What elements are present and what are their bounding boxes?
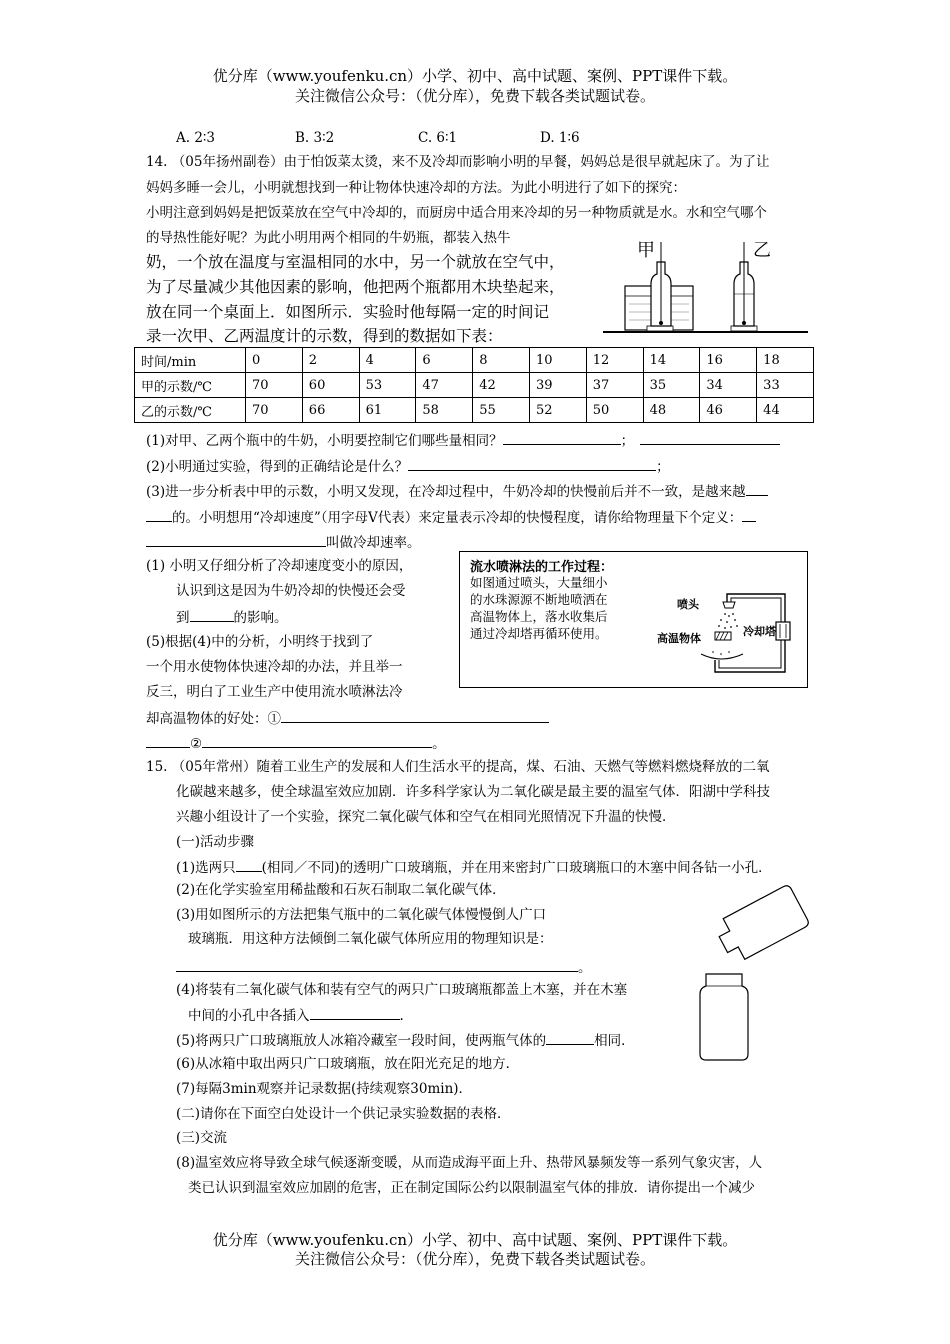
- q15-step3c: 。: [176, 956, 592, 978]
- option-b: B. 3∶2: [295, 130, 335, 146]
- q15-step3b: 玻璃瓶．用这种方法倾倒二氧化碳气体所应用的物理知识是：: [188, 931, 553, 947]
- q14-sub4a: (1) 小明又仔细分析了冷却速度变小的原因，: [146, 558, 413, 574]
- table-cell: 50: [586, 398, 643, 423]
- table-row: [135, 348, 814, 373]
- q14-sub2: (2)小明通过实验，得到的正确结论是什么？ ；: [146, 455, 670, 477]
- q15-step8b: 类已认识到温室效应加剧的危害，正在制定国际公约以限制温室气体的排放．请你提出一个减少: [188, 1180, 755, 1196]
- spray-diagram: [655, 572, 805, 684]
- q15-step7: (7)每隔3min观察并记录数据(持续观察30min)．: [176, 1081, 473, 1097]
- q14-sub4b: 认识到这是因为牛奶冷却的快慢还会受: [176, 583, 406, 599]
- table-row: [135, 398, 814, 423]
- q15-part2: (二)请你在下面空白处设计一个供记录实验数据的表格．: [176, 1106, 511, 1122]
- table-cell: 53: [359, 373, 416, 398]
- q14-sub5d: 却高温物体的好处：①: [146, 707, 549, 729]
- answer-blank[interactable]: [190, 606, 234, 622]
- answer-blank[interactable]: [503, 429, 621, 445]
- q15-intro-3: 兴趣小组设计了一个实验，探究二氧化碳气体和空气在相同光照情况下升温的快慢．: [176, 809, 676, 825]
- milk-bottle-figure: [603, 234, 808, 338]
- option-d: D. 1∶6: [540, 130, 580, 146]
- answer-blank[interactable]: [546, 1029, 594, 1045]
- table-cell: 2: [302, 348, 359, 373]
- pouring-figure: [690, 884, 815, 1064]
- table-cell: 时间/min: [135, 348, 246, 373]
- q15-intro-2: 化碳越来越多，使全球温室效应加剧．许多科学家认为二氧化碳是最主要的温室气体．阳湖中学科技: [176, 784, 770, 800]
- option-c: C. 6∶1: [418, 130, 458, 146]
- table-cell: 16: [700, 348, 757, 373]
- q14-intro-4: 的导热性能好呢？为此小明用两个相同的牛奶瓶，都装入热牛: [146, 230, 511, 246]
- table-cell: 60: [302, 373, 359, 398]
- fig-label-a: 甲: [637, 240, 655, 261]
- q15-step2: (2)在化学实验室用稀盐酸和石灰石制取二氧化碳气体．: [176, 882, 506, 898]
- q15-step4b: 中间的小孔中各插入 .: [188, 1004, 404, 1026]
- table-cell: 12: [586, 348, 643, 373]
- table-cell: 37: [586, 373, 643, 398]
- answer-blank[interactable]: [236, 856, 262, 872]
- q14-intro-5: 奶，一个放在温度与室温相同的水中，另一个就放在空气中，: [146, 253, 565, 271]
- answer-blank[interactable]: [176, 956, 578, 972]
- table-cell: 8: [473, 348, 530, 373]
- table-cell: 70: [246, 373, 303, 398]
- q14-sub5a: (5)根据(4)中的分析，小明终于找到了: [146, 634, 374, 650]
- q14-sub5c: 反三，明白了工业生产中使用流水喷淋法冷: [146, 684, 403, 700]
- page-footer-line2: 关注微信公众号：（优分库），免费下载各类试题试卷。: [294, 1250, 655, 1268]
- table-cell: 6: [416, 348, 473, 373]
- q14-sub5b: 一个用水使物体快速冷却的办法，并且举一: [146, 659, 403, 675]
- table-cell: 55: [473, 398, 530, 423]
- table-cell: 35: [643, 373, 700, 398]
- table-cell: 44: [757, 398, 814, 423]
- answer-blank[interactable]: [146, 732, 190, 748]
- table-cell: 10: [529, 348, 586, 373]
- table-cell: 47: [416, 373, 473, 398]
- answer-blank[interactable]: [281, 707, 549, 723]
- box-title: 流水喷淋法的工作过程：: [470, 560, 614, 575]
- table-cell: 70: [246, 398, 303, 423]
- label-nozzle: 喷头: [677, 598, 699, 611]
- table-row: [135, 373, 814, 398]
- option-a: A. 2∶3: [176, 130, 216, 146]
- table-cell: 33: [757, 373, 814, 398]
- q14-intro-1: 14. （05年扬州副卷）由于怕饭菜太烫，来不及冷却而影响小明的早餐，妈妈总是很早就起床了。为了让: [146, 154, 770, 170]
- answer-blank[interactable]: [742, 506, 756, 522]
- q15-steps-title: (一)活动步骤: [176, 834, 255, 850]
- answer-blank[interactable]: [640, 429, 780, 445]
- q15-step1: (1)选两只 (相同／不同)的透明广口玻璃瓶，并在用来密封广口玻璃瓶口的木塞中间各钻一小孔．: [176, 856, 772, 878]
- q15-step5: (5)将两只广口玻璃瓶放人冰箱冷藏室一段时间，使两瓶气体的 相同．: [176, 1029, 635, 1051]
- label-cooling-tower: 冷却塔: [743, 625, 776, 638]
- q14-sub5e: ② 。: [146, 732, 446, 754]
- box-text: 如图通过喷头，大量细小 的水珠源源不断地喷洒在 高温物体上，落水收集后 通过冷却塔再循环使用。: [470, 575, 608, 641]
- q14-sub3a: (3)进一步分析表中甲的示数，小明又发现，在冷却过程中，牛奶冷却的快慢前后并不一致，是越来越: [146, 480, 768, 502]
- table-cell: 0: [246, 348, 303, 373]
- q14-sub4c: 到 的影响。: [176, 606, 288, 628]
- q14-intro-6: 为了尽量减少其他因素的影响，他把两个瓶都用木块垫起来，: [146, 278, 565, 296]
- table-cell: 66: [302, 398, 359, 423]
- answer-blank[interactable]: [146, 506, 172, 522]
- page-footer-line1: 优分库（www.youfenku.cn）小学、初中、高中试题、案例、PPT课件下载。: [212, 1231, 738, 1249]
- table-cell: 61: [359, 398, 416, 423]
- spray-cooling-box: [459, 551, 808, 688]
- table-cell: 34: [700, 373, 757, 398]
- table-cell: 48: [643, 398, 700, 423]
- q15-step8a: (8)温室效应将导致全球气候逐渐变暖，从而造成海平面上升、热带风暴频发等一系列气象灾害，人: [176, 1155, 763, 1171]
- page-header-line1: 优分库（www.youfenku.cn）小学、初中、高中试题、案例、PPT课件下载。: [212, 67, 738, 85]
- label-hot-object: 高温物体: [657, 632, 701, 645]
- answer-blank[interactable]: [202, 732, 432, 748]
- fig-label-b: 乙: [753, 240, 771, 261]
- q15-intro-1: 15. （05年常州）随着工业生产的发展和人们生活水平的提高，煤、石油、天燃气等燃料燃烧释放的二氧: [146, 759, 770, 775]
- q15-step4a: (4)将装有二氧化碳气体和装有空气的两只广口玻璃瓶都盖上木塞，并在木塞: [176, 982, 628, 998]
- q14-intro-3: 小明注意到妈妈是把饭菜放在空气中冷却的，而厨房中适合用来冷却的另一种物质就是水。水和空气哪个: [146, 205, 767, 221]
- page-header-line2: 关注微信公众号：（优分库），免费下载各类试题试卷。: [294, 87, 655, 105]
- table-cell: 甲的示数/℃: [135, 373, 246, 398]
- table-cell: 42: [473, 373, 530, 398]
- answer-blank[interactable]: [146, 531, 326, 547]
- q14-sub1: (1)对甲、乙两个瓶中的牛奶，小明要控制它们哪些量相同？ ；: [146, 429, 780, 451]
- temperature-table: [134, 347, 814, 423]
- q14-intro-8: 录一次甲、乙两温度计的示数，得到的数据如下表：: [146, 327, 503, 345]
- q15-part3: (三)交流: [176, 1130, 228, 1146]
- q15-step3a: (3)用如图所示的方法把集气瓶中的二氧化碳气体慢慢倒人广口: [176, 907, 547, 923]
- q14-sub3c: 叫做冷却速率。: [146, 531, 421, 553]
- q14-intro-2: 妈妈多睡一会儿，小明就想找到一种让物体快速冷却的方法。为此小明进行了如下的探究：: [146, 180, 686, 196]
- table-cell: 乙的示数/℃: [135, 398, 246, 423]
- q14-intro-7: 放在同一个桌面上．如图所示．实验时他每隔一定的时间记: [146, 303, 550, 321]
- table-cell: 39: [529, 373, 586, 398]
- table-cell: 18: [757, 348, 814, 373]
- table-cell: 4: [359, 348, 416, 373]
- answer-blank[interactable]: [408, 455, 656, 471]
- q15-step6: (6)从冰箱中取出两只广口玻璃瓶，放在阳光充足的地方．: [176, 1056, 520, 1072]
- answer-blank[interactable]: [310, 1004, 400, 1020]
- answer-blank[interactable]: [746, 480, 768, 496]
- table-cell: 46: [700, 398, 757, 423]
- q14-sub3b: 的。小明想用“冷却速度”（用字母V代表）来定量表示冷却的快慢程度，请你给物理量下个定义：: [146, 506, 756, 528]
- table-cell: 52: [529, 398, 586, 423]
- table-cell: 14: [643, 348, 700, 373]
- table-cell: 58: [416, 398, 473, 423]
